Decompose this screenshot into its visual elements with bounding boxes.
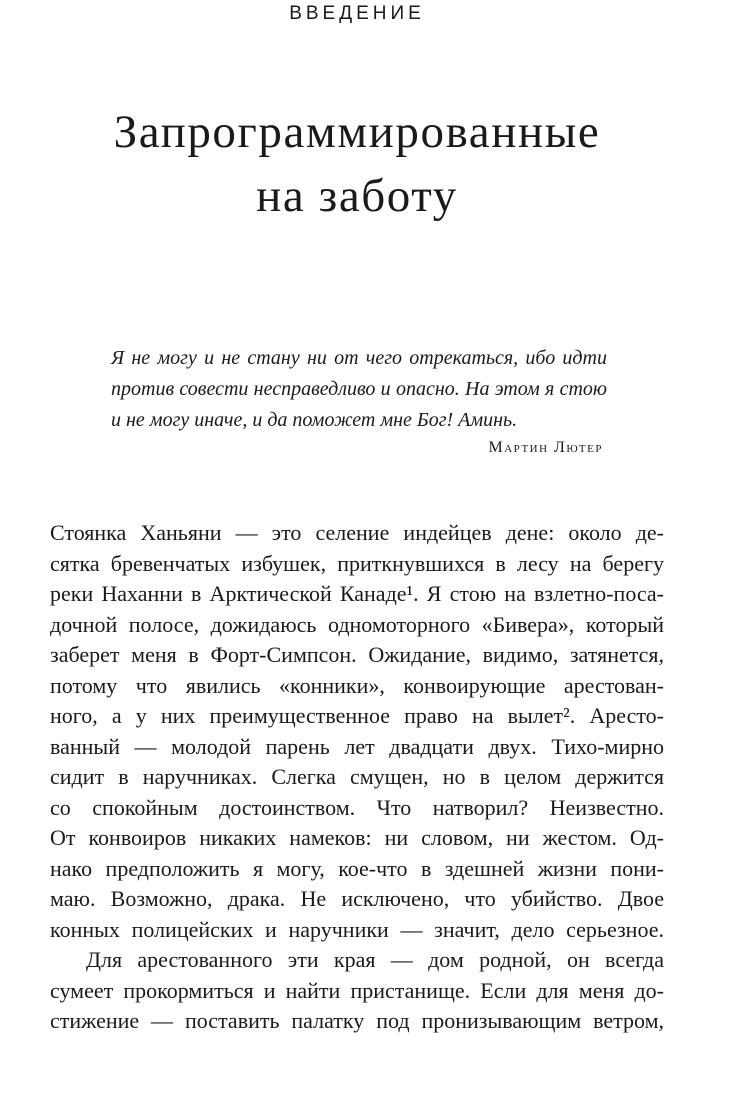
body-line: ного, а у них преимущественное право на вылет². Аресто-: [50, 703, 664, 728]
body-line: сятка бревенчатых избушек, приткнувшихся в лесу на берегу: [50, 550, 664, 576]
body-line: заберет меня в Форт-Симпсон. Ожидание, видимо, затянется,: [50, 642, 664, 667]
body-text: [50, 518, 664, 1037]
body-line: реки Наханни в Арктической Канаде¹. Я стою на взлетно-поса-: [50, 581, 664, 606]
chapter-title-line: на заботу: [256, 170, 458, 222]
body-line: нако предположить я могу, кое-что в здешней жизни пони-: [50, 855, 664, 881]
chapter-title-line: Запрограммированные: [113, 106, 601, 158]
epigraph-line: Я не могу и не стану ни от чего отрекаться, ибо идти: [111, 347, 607, 369]
body-line: сидит в наручниках. Слегка смущен, но в целом держится: [50, 764, 664, 789]
epigraph-line: и не могу иначе, и да поможет мне Бог! Аминь.: [111, 409, 518, 431]
epigraph: [111, 343, 607, 457]
body-line: От конвоиров никаких намеков: ни словом, ни жестом. Од-: [50, 825, 664, 850]
body-line: потому что явились «конники», конвоирующие арестован-: [50, 672, 664, 698]
epigraph-line: против совести несправедливо и опасно. На этом я стою: [111, 378, 607, 400]
body-line: Для арестованного эти края — дом родной, он всегда: [86, 947, 664, 972]
body-line: дочной полосе, дожидаюсь одномоторного «Бивера», который: [50, 611, 664, 637]
epigraph-author: Мартин Лютер: [488, 439, 603, 456]
section-label: ВВЕДЕНИЕ: [289, 3, 425, 24]
body-line: сумеет прокормиться и найти пристанище. Если для меня до-: [50, 977, 664, 1003]
body-line: Стоянка Ханьяни — это селение индейцев дене: около де-: [50, 520, 664, 545]
body-line: стижение — поставить палатку под пронизывающим ветром,: [50, 1008, 664, 1033]
body-line: маю. Возможно, драка. Не исключено, что убийство. Двое: [50, 886, 664, 911]
body-line: ванный — молодой парень лет двадцати двух. Тихо-мирно: [50, 733, 664, 759]
body-line: конных полицейских и наручники — значит, дело серьезное.: [50, 916, 664, 942]
chapter-title: [0, 100, 714, 228]
body-line: со спокойным достоинством. Что натворил? Неизвестно.: [50, 794, 664, 820]
